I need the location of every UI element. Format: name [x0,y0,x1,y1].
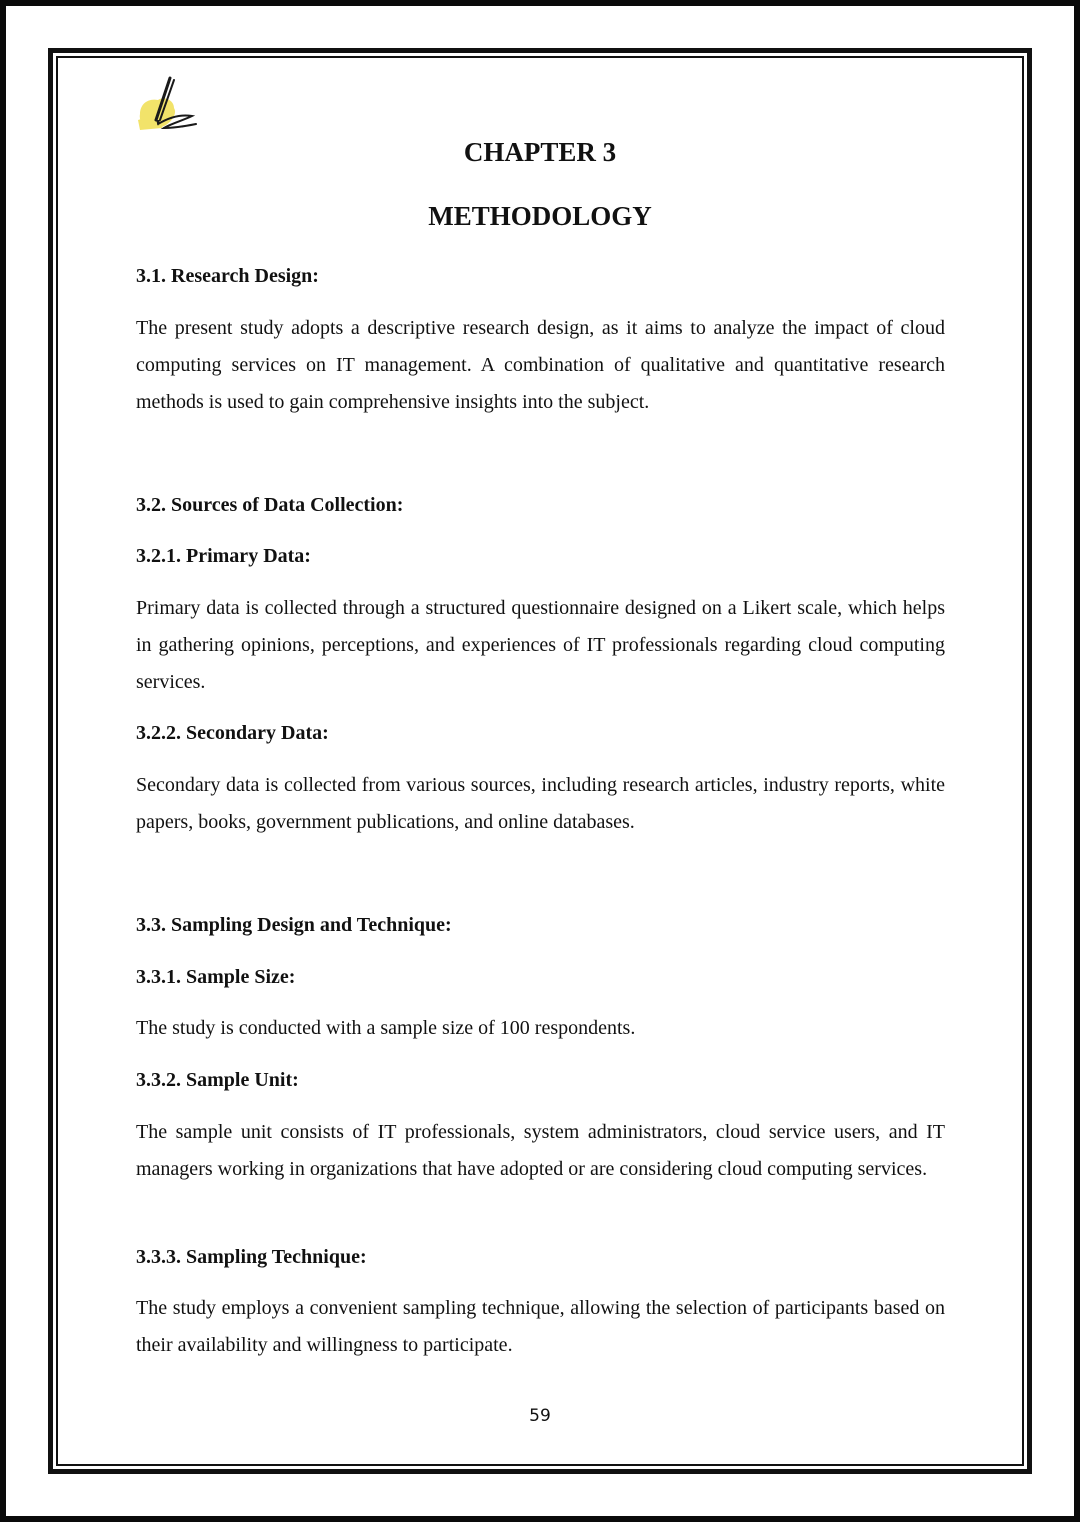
subsection-heading: 3.2.1. Primary Data: [136,545,311,567]
subsection-heading: 3.3.2. Sample Unit: [136,1069,299,1091]
section-heading: 3.1. Research Design: [136,265,319,287]
page-number: 59 [529,1406,551,1426]
section-heading: 3.3. Sampling Design and Technique: [136,914,452,936]
paragraph: Primary data is collected through a structured questionnaire designed on a Likert scale, which helps in gathering opinions, perceptions, and experiences of IT professionals regarding cloud computing services. [136,597,945,693]
paragraph: The study employs a convenient sampling technique, allowing the selection of participants based on their availability and willingness to participate. [136,1297,945,1356]
chapter-number: CHAPTER 3 [463,137,617,167]
pen-writing-icon [134,74,202,136]
subsection-heading: 3.3.1. Sample Size: [136,966,296,988]
chapter-title: METHODOLOGY [428,201,652,231]
paragraph: The present study adopts a descriptive research design, as it aims to analyze the impact of cloud computing services on IT management. A combination of qualitative and quantitative research methods is used to gain comprehensive insights into the subject. [136,317,945,413]
paragraph: Secondary data is collected from various sources, including research articles, industry reports, white papers, books, government publications, and online databases. [136,774,945,833]
paragraph: The study is conducted with a sample size of 100 respondents. [136,1017,636,1039]
subsection-heading: 3.2.2. Secondary Data: [136,722,329,744]
subsection-heading: 3.3.3. Sampling Technique: [136,1246,367,1268]
section-heading: 3.2. Sources of Data Collection: [136,494,404,516]
paragraph: The sample unit consists of IT professionals, system administrators, cloud service users, and IT managers working in organizations that have adopted or are considering cloud computing services. [136,1121,945,1180]
